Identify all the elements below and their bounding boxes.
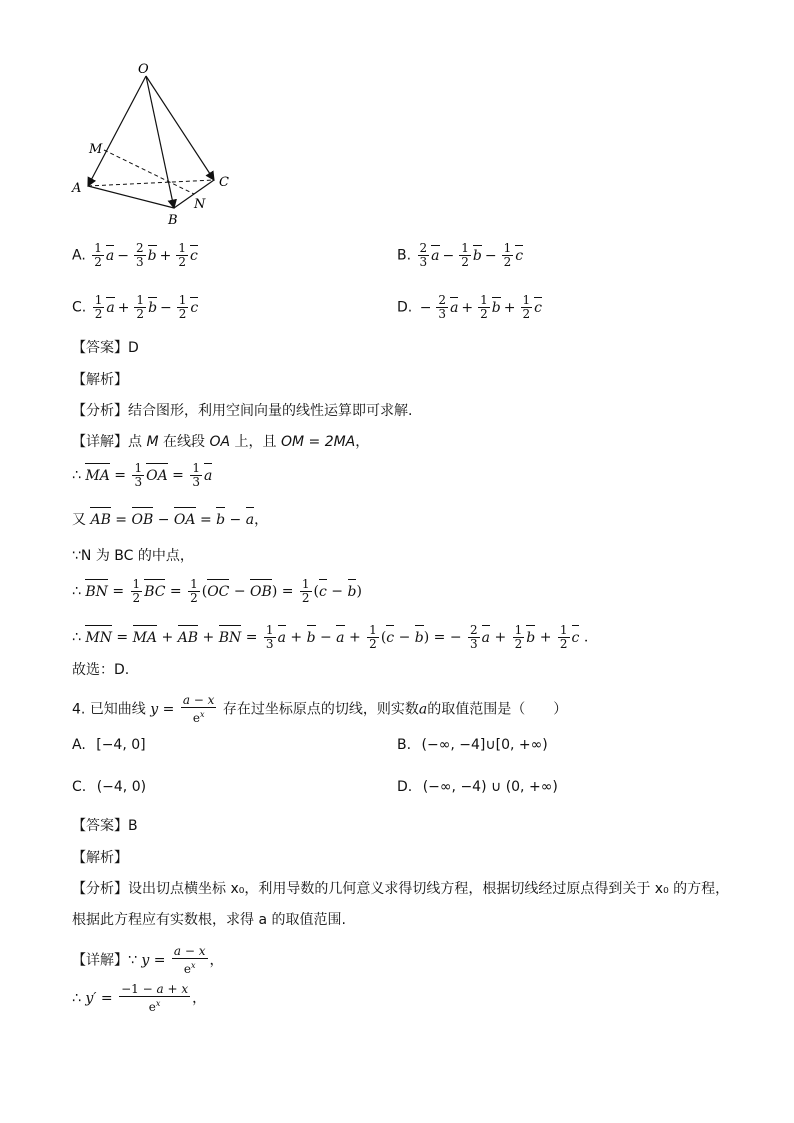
option-expression [91, 293, 199, 321]
vector-ab: AB [177, 629, 199, 646]
option-letter: A. [72, 247, 86, 264]
vector-a: a [245, 512, 255, 528]
label-A: A [72, 181, 82, 196]
vector-oc: OC [207, 583, 230, 600]
text: 在线段 [158, 434, 210, 450]
vector-a: a [450, 299, 459, 316]
edge-OA [88, 76, 146, 186]
vector-ob: OB [131, 512, 154, 528]
fraction: $\frac{1}{2}$ [136, 293, 145, 321]
operator: + [503, 299, 516, 316]
fraction: $\frac{1}{2}$ [522, 293, 531, 321]
vector-b: b [472, 247, 482, 264]
edge-OC [146, 76, 214, 180]
fraction: $\frac{1}{2}$ [132, 577, 141, 605]
q3-fenxi [72, 401, 412, 421]
vector-a: a [203, 467, 213, 484]
operator: − [419, 299, 432, 316]
vector-c: c [534, 299, 542, 316]
vector-a: a [336, 629, 345, 646]
vector-c: c [571, 629, 580, 646]
stem-text: 的取值范围是（ ） [427, 701, 568, 718]
fraction: $\frac{2}{3}$ [470, 623, 478, 651]
fenxi-label: 【分析】 [72, 881, 128, 897]
q3-option-d[interactable] [397, 294, 542, 321]
q4-option-d[interactable] [397, 779, 558, 795]
fraction: $\frac{1}{2}$ [94, 293, 103, 321]
because-symbol: ∵ [128, 952, 142, 969]
vector-ma: MA [85, 467, 110, 484]
therefore-symbol: ∴ [72, 583, 86, 600]
vector-bn: BN [85, 583, 108, 600]
option-letter: A. [72, 737, 86, 753]
vector-mn: MN [85, 629, 112, 646]
fraction: $\frac{1}{3}$ [265, 623, 274, 651]
vector-bc: BC [144, 583, 166, 600]
vector-b: b [491, 299, 501, 316]
option-letter: D. [397, 779, 413, 795]
option-letter: C. [72, 299, 87, 316]
therefore-symbol: ∴ [72, 629, 86, 646]
vector-ob: OB [250, 583, 272, 600]
stem-text: 存在过坐标原点的切线，则实数 [222, 701, 419, 718]
segment-MN [104, 150, 194, 194]
q3-step-2: 又 AB = OB − OA = b − a， [72, 512, 269, 528]
q4-option-a[interactable] [72, 737, 146, 753]
fraction: $\frac{2}{3}$ [438, 293, 447, 321]
operator: − [484, 247, 497, 264]
vector-a: a [106, 299, 115, 316]
vector-b: b [148, 299, 158, 316]
label-M: M [89, 142, 103, 157]
param-a: a [418, 701, 428, 718]
vector-b: b [347, 583, 357, 600]
option-letter: B. [397, 737, 412, 753]
q4-option-c[interactable] [72, 779, 146, 795]
xiangjie-label: 【详解】 [72, 434, 128, 450]
vector-c: c [189, 247, 198, 264]
vector-bn: BN [218, 629, 242, 646]
fraction: $\frac{1}{2}$ [514, 623, 523, 651]
option-expression [416, 241, 524, 269]
vector-a: a [481, 629, 491, 646]
tetrahedron-figure [64, 58, 244, 233]
q3-option-a[interactable] [72, 242, 198, 269]
fraction: $\frac{2}{3}$ [419, 241, 428, 269]
vector-c: c [515, 247, 524, 264]
vector-c: c [386, 629, 395, 646]
edge-AB [88, 186, 174, 208]
vector-ab: AB [90, 512, 111, 528]
answer-value: D [128, 340, 139, 356]
operator: + [461, 299, 474, 316]
fenxi-label: 【分析】 [72, 403, 128, 419]
label-B: B [168, 213, 178, 228]
fraction: $\frac{1}{2}$ [369, 623, 377, 651]
vector-b: b [216, 512, 226, 528]
vector-b: b [147, 247, 157, 264]
curve-equation: y [150, 701, 159, 718]
operator: + [117, 299, 130, 316]
option-value: (−∞, −4) ∪ (0, +∞) [422, 779, 558, 795]
vector-c: c [190, 299, 199, 316]
label-N: N [194, 197, 206, 212]
question-number: 4. [72, 701, 86, 718]
fraction: $\frac{1}{2}$ [178, 293, 187, 321]
option-letter: D. [397, 299, 413, 316]
fraction: $\frac{1}{2}$ [559, 623, 568, 651]
vector-ma: MA [132, 629, 158, 646]
option-value: [−4, 0] [96, 737, 146, 753]
vector-a: a [431, 247, 440, 264]
vector-b: b [414, 629, 424, 646]
q3-xiangjie [72, 432, 369, 452]
q3-step-5: ∴ MN = MA + AB + BN = $\frac{1}{3}$ a + b − a + $\frac{1}{2}$ (c − b) = − $\frac{2}{3}$ a + $\frac{1}{2}$ b + $\frac{1}{2}$ c . [72, 623, 589, 651]
q3-jiexi: 【解析】 [72, 372, 128, 388]
edge-OB [146, 76, 174, 208]
operator: − [117, 247, 129, 264]
q3-option-c[interactable] [72, 294, 198, 321]
vector-c: c [319, 583, 327, 600]
option-expression [90, 241, 198, 269]
fraction: $\frac{1}{3}$ [134, 461, 143, 489]
xiangjie-label: 【详解】 [72, 952, 128, 969]
answer-value: B [128, 818, 138, 834]
q4-derivative: ∴ y′ = $\frac{-1 - a + x}{e^x}$ ， [72, 982, 207, 1014]
fraction: $\frac{1}{2}$ [178, 241, 186, 269]
q4-answer [72, 816, 138, 836]
you-label: 又 [72, 512, 91, 528]
fenxi-text: 设出切点横坐标 x₀，利用导数的几何意义求得切线方程，根据切线经过原点得到关于 x₀ 的方程， [128, 881, 730, 897]
fraction: $\frac{1}{2}$ [480, 293, 488, 321]
fraction: $\frac{-1 - a + x}{e^x}$ [121, 982, 189, 1014]
q3-conclusion: 故选：D. [72, 662, 130, 678]
fraction: $\frac{a - x}{e^x}$ [173, 944, 206, 976]
fraction: $\frac{1}{3}$ [192, 461, 200, 489]
option-value: (−4, 0) [96, 779, 147, 795]
fraction: $\frac{1}{2}$ [503, 241, 512, 269]
operator: − [442, 247, 455, 264]
condition: OM = 2MA [280, 434, 356, 450]
vector-a: a [105, 247, 115, 264]
therefore-symbol: ∴ [72, 467, 86, 484]
fraction: $\frac{a - x}{e^x}$ [182, 693, 215, 725]
fraction: $\frac{1}{2}$ [461, 241, 469, 269]
option-value: (−∞, −4]∪[0, +∞) [421, 737, 548, 753]
text: 上，且 [230, 434, 281, 450]
option-letter: C. [72, 779, 87, 795]
therefore-symbol: ∴ [72, 990, 86, 1007]
q3-step-3: ∵N 为 BC 的中点， [72, 548, 194, 564]
vector-oa: OA [146, 467, 168, 484]
operator: − [160, 299, 172, 316]
q3-step-4: ∴ BN = $\frac{1}{2}$ BC = $\frac{1}{2}$ (OC − OB) = $\frac{1}{2}$ (c − b) [72, 577, 362, 605]
stem-text: 已知曲线 [89, 701, 146, 718]
q4-option-b[interactable] [397, 737, 548, 753]
fraction: $\frac{1}{2}$ [301, 577, 310, 605]
answer-label: 【答案】 [72, 818, 128, 834]
text: ， [355, 434, 370, 450]
operator: + [159, 247, 172, 264]
point-m: M [146, 434, 159, 450]
q4-jiexi: 【解析】 [72, 850, 128, 866]
q4-fenxi-1 [72, 879, 729, 899]
q4-stem: 4. 已知曲线 y = $\frac{a - x}{e^x}$ 存在过坐标原点的切线，则实数a的取值范围是（ ） [72, 693, 568, 725]
q4-xiangjie: 【详解】∵ y = $\frac{a - x}{e^x}$ ， [72, 944, 224, 976]
vector-a: a [277, 629, 286, 646]
fraction: $\frac{1}{2}$ [94, 241, 102, 269]
vector-oa: OA [173, 512, 196, 528]
label-O: O [138, 62, 149, 77]
q3-answer [72, 338, 139, 358]
option-letter: B. [397, 247, 412, 264]
answer-label: 【答案】 [72, 340, 128, 356]
fenxi-text: 结合图形，利用空间向量的线性运算即可求解. [128, 403, 413, 419]
option-expression [417, 293, 542, 321]
fraction: $\frac{2}{3}$ [135, 241, 144, 269]
q3-option-b[interactable] [397, 242, 523, 269]
vector-b: b [526, 629, 536, 646]
edge-AC [88, 180, 214, 186]
label-C: C [219, 175, 229, 190]
q4-fenxi-2: 根据此方程应有实数根，求得 a 的取值范围. [72, 912, 346, 928]
vector-b: b [306, 629, 316, 646]
fraction: $\frac{1}{2}$ [190, 577, 198, 605]
text: 点 [128, 434, 147, 450]
q3-step-1: ∴ MA = $\frac{1}{3}$ OA = $\frac{1}{3}$ a [72, 461, 213, 489]
segment-oa: OA [209, 434, 231, 450]
